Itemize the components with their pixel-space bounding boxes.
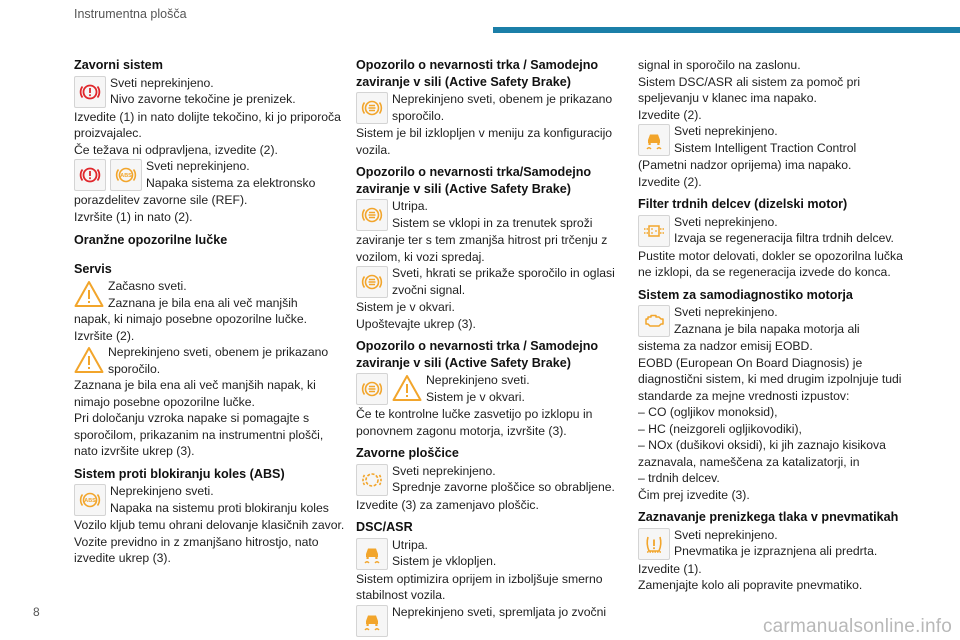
text-paragraph: Izvršite (1) in nato (2). [74,209,193,224]
text-paragraph: Sistem je v okvari. [356,300,455,314]
service-warning-icon [74,345,104,375]
text-paragraph: Sistem DSC/ASR ali sistem za pomoč pri speljevanju v klanec ima napako. [638,74,861,105]
text-paragraph: Zaznana je bila ena ali več manjših napak, ki nimajo posebne opozorilne lučke. [74,378,316,409]
service-warning-icon [392,373,422,403]
section-title-particle-filter: Filter trdnih delcev (dizelski motor) [638,197,848,211]
active-safety-brake-icon [356,199,388,231]
traction-control-icon [638,124,670,156]
text-line: Napaka sistema za elektronsko [146,175,316,190]
text-line: Sistem je vklopljen. [392,554,497,568]
text-paragraph: zaviranje ter s tem zmanjša hitrost pri trčenju z vozilom, ki vozi spredaj. [356,233,608,264]
text-paragraph: Vozilo kljub temu ohrani delovanje klasičnih zavor. [74,518,345,532]
text-line: Utripa. [392,537,428,552]
text-line: Zaznana je bila ena ali več manjših [108,295,298,310]
active-safety-brake-icon [356,92,388,124]
dpf-row [638,214,910,248]
text-paragraph: Izvedite (3) za zamenjavo ploščic. [356,497,539,512]
text-paragraph: Izvedite (1) in nato dolijte tekočino, ki jo priporoča proizvajalec. [74,109,341,140]
text-paragraph: Pustite motor delovati, dokler se opozorilna lučka ne izklopi, da se regeneracija izvede do konca. [638,248,903,279]
service-row-1 [74,278,346,311]
pads-row [356,463,628,497]
particle-filter-icon [638,215,670,247]
text-paragraph: Čim prej izvedite (3). [638,487,750,502]
text-paragraph: napak, ki nimajo posebne opozorilne lučke. [74,312,308,326]
abs-row [74,483,346,517]
section-title-abs: Sistem proti blokiranju koles (ABS) [74,466,285,481]
text-paragraph: EOBD (European On Board Diagnosis) je diagnostični sistem, ki med drugim izpolnjuje tudi standarde za mejne vrednosti izpustov: [638,355,902,403]
text-line: Pnevmatika je izpraznjena ali predrta. [674,544,878,558]
section-title-brakes: Zavorni sistem [74,58,163,72]
text-line: Sistem je v okvari. [426,389,525,404]
list-item: – HC (neizgoreli ogljikovodiki), [638,421,802,436]
text-line: Sistem se vklopi in za trenutek sproži [392,215,593,230]
text-line: Utripa. [392,199,428,213]
text-line: Sveti neprekinjeno. [110,75,214,90]
text-line: Napaka na sistemu proti blokiranju koles [110,500,329,515]
text-line: Začasno sveti. [108,279,187,293]
brakes-row-2 [74,158,346,192]
itc-row [638,123,910,157]
list-item: – trdnih delcev. [638,471,720,485]
brakes-row-1 [74,75,346,109]
text-line: Sveti neprekinjeno. [674,214,778,229]
active-safety-brake-icon [356,373,388,405]
section-title-brake-pads: Zavorne ploščice [356,446,459,460]
traction-control-icon [356,538,388,570]
dsc-row-1 [356,537,628,571]
text-paragraph: Zamenjajte kolo ali popravite pnevmatiko. [638,578,863,592]
header-accent-bar [493,27,960,33]
page-number: 8 [33,605,40,619]
list-item: – NOx (dušikovi oksidi), ki jih zaznajo kisikova zaznavala, nameščena za katalizatorji, in [638,438,886,469]
text-paragraph: Sistem je bil izklopljen v meniju za konfiguracijo vozila. [356,126,613,157]
tyre-pressure-icon [638,528,670,560]
text-paragraph: Pri določanju vzroka napake si pomagajte s sporočilom, prikazanim na instrumentni plošči, nato izvršite ukrep (3). [74,411,324,458]
text-paragraph: (Pametni nadzor oprijema) ima napako. [638,158,852,172]
section-title-tyre-pressure: Zaznavanje prenizkega tlaka v pnevmatikah [638,510,899,524]
text-line: Sveti, hkrati se prikaže sporočilo in oglasi zvočni signal. [392,266,615,297]
text-paragraph: Izvršite (2). [74,328,135,343]
text-line: Izvaja se regeneracija filtra trdnih delcev. [674,231,894,245]
asb2-row-2 [356,265,628,299]
engine-icon [638,305,670,337]
text-paragraph: Izvedite (2). [638,174,702,189]
text-line: Neprekinjeno sveti, spremljata jo zvočni [392,604,607,619]
svg-text:ABS: ABS [84,498,96,505]
brake-warning-icon [74,159,106,191]
brake-pads-icon [356,464,388,496]
asb3-row [356,372,628,406]
svg-text:ABS: ABS [120,173,132,180]
column-2 [356,57,628,638]
brake-warning-icon [74,76,106,108]
abs-icon [74,484,106,516]
service-row-2 [74,344,346,377]
text-line: Neprekinjeno sveti, obenem je prikazano sporočilo. [392,92,613,123]
text-line: Sveti neprekinjeno. [674,124,778,138]
dsc-row-2 [356,604,628,638]
list-item: – CO (ogljikov monoksid), [638,405,778,419]
service-warning-icon [74,279,104,309]
section-title-service: Servis [74,261,112,276]
text-paragraph: Upoštevajte ukrep (3). [356,316,476,331]
column-3 [638,57,910,594]
section-title-active-safety-brake: Opozorilo o nevarnosti trka / Samodejno zaviranje v sili (Active Safety Brake) [356,58,599,89]
active-safety-brake-icon [356,266,388,298]
tyre-row [638,527,910,561]
text-paragraph: Če težava ni odpravljena, izvedite (2). [74,142,278,157]
text-line: Sveti neprekinjeno. [146,159,250,173]
text-line: Sistem Intelligent Traction Control [674,140,857,155]
text-line: Neprekinjeno sveti, obenem je prikazano sporočilo. [108,345,329,376]
column-1 [74,57,346,567]
text-line: Sveti neprekinjeno. [674,305,778,319]
text-paragraph: Če te kontrolne lučke zasvetijo po izklopu in ponovnem zagonu motorja, izvršite (3). [356,407,593,438]
text-paragraph: Vozite previdno in z zmanjšano hitrostjo, nato izvedite ukrep (3). [74,534,319,565]
text-paragraph: Sistem optimizira oprijem in izboljšuje smerno stabilnost vozila. [356,571,603,602]
header-title: Instrumentna plošča [74,7,187,21]
section-title-dsc-asr: DSC/ASR [356,520,413,534]
traction-control-icon [356,605,388,637]
abs-icon [110,159,142,191]
text-line: Sprednje zavorne ploščice so obrabljene. [392,480,615,494]
text-paragraph: Izvedite (1). [638,561,702,576]
section-title-engine-diagnosis: Sistem za samodiagnostiko motorja [638,287,853,302]
text-line: Sveti neprekinjeno. [392,463,496,478]
section-title-active-safety-brake: Opozorilo o nevarnosti trka/Samodejno zaviranje v sili (Active Safety Brake) [356,165,592,196]
asb2-row-1 [356,198,628,232]
text-line: Nivo zavorne tekočine je prenizek. [110,92,296,106]
section-title-active-safety-brake: Opozorilo o nevarnosti trka / Samodejno zaviranje v sili (Active Safety Brake) [356,339,599,370]
text-paragraph: Izvedite (2). [638,107,702,122]
section-title-orange-lights: Oranžne opozorilne lučke [74,233,228,247]
text-paragraph: porazdelitev zavorne sile (REF). [74,193,248,207]
text-line: Neprekinjeno sveti. [426,373,530,387]
text-line: Zaznana je bila napaka motorja ali [674,321,860,336]
eobd-row [638,304,910,338]
text-paragraph: signal in sporočilo na zaslonu. [638,58,801,72]
text-paragraph: sistema za nadzor emisij EOBD. [638,339,813,353]
text-line: Neprekinjeno sveti. [110,484,214,498]
watermark: carmanualsonline.info [762,616,952,637]
text-line: Sveti neprekinjeno. [674,527,778,542]
asb1-row [356,91,628,125]
